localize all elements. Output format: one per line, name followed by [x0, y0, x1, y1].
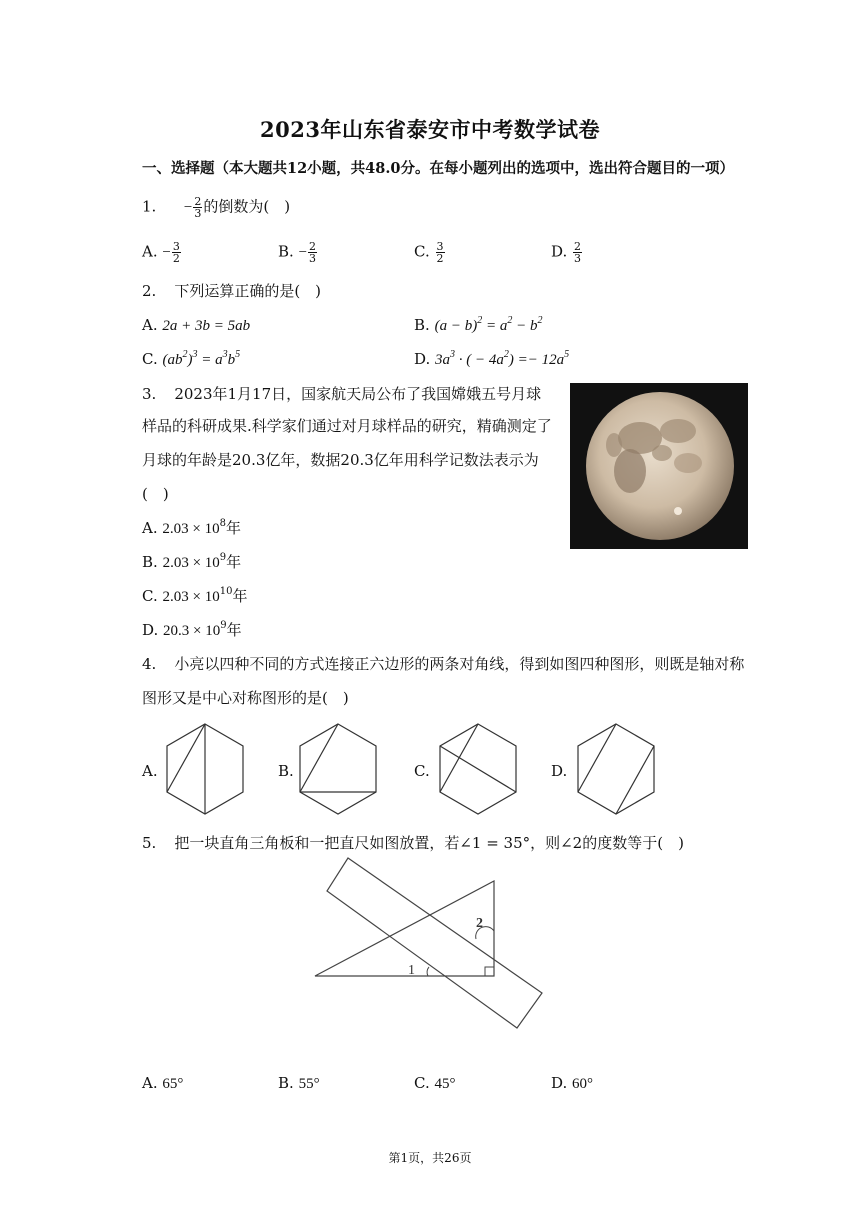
question-3-line-4: ( )	[142, 485, 169, 503]
hexagon-figure-c	[438, 723, 518, 815]
q1-option-b: B. − $\frac{2}{3}$	[278, 240, 317, 265]
q2-option-d: D. $3a^3$ · ( − $4a^2) =- 12a^5$	[414, 349, 570, 368]
question-5: 5. 把一块直角三角板和一把直尺如图放置，若∠1 = 35°，则∠2的度数等于( )	[142, 834, 684, 852]
angle-2-label: 2	[476, 916, 483, 931]
page-footer: 第1页，共26页	[388, 1151, 472, 1165]
q2-option-a: A. 2a + 3b = 5ab	[142, 316, 251, 334]
q3-option-d: D. $20.3 \times 10^9$年	[142, 620, 242, 639]
question-4-line-2: 图形又是中心对称图形的是( )	[142, 689, 349, 707]
question-number: 1.	[142, 197, 157, 216]
q1-option-a: A. − $\frac{3}{2}$	[142, 240, 180, 265]
question-stem: 下列运算正确的是( )	[174, 282, 322, 300]
angle-1-arc	[427, 967, 429, 976]
section-heading: 一、选择题（本大题共12小题，共48.0分。在每小题列出的选项中，选出符合题目的一项）	[142, 160, 734, 177]
angle-1-label: 1	[408, 963, 415, 978]
q4-option-c-label: C.	[414, 762, 430, 780]
question-3-line-3: 月球的年龄是20.3亿年，数据20.3亿年用科学记数法表示为	[142, 451, 539, 469]
fraction: $\frac{2}{3}$	[194, 195, 202, 220]
question-4: 4. 小亮以四种不同的方式连接正六边形的两条对角线，得到如图四种图形，则既是轴对称	[142, 655, 745, 673]
q5-option-b: B. 55°	[278, 1074, 320, 1092]
q1-option-c: C. $\frac{3}{2}$	[414, 240, 444, 265]
question-2: 2. 下列运算正确的是( )	[142, 282, 322, 300]
q5-option-a: A. 65°	[142, 1074, 184, 1092]
set-square-shape	[315, 881, 494, 976]
hexagon-figure-a	[165, 723, 245, 815]
q2-option-b: B. $(a - b)^2 = a^2 - b^2$	[414, 315, 543, 334]
page-title: 2023年山东省泰安市中考数学试卷	[260, 117, 600, 142]
question-stem: 的倒数为( )	[203, 197, 291, 216]
hexagon-figure-b	[298, 723, 378, 815]
q3-option-c: C. $2.03 \times 10^{10}$年	[142, 586, 248, 605]
question-3: 3. 2023年1月17日，国家航天局公布了我国嫦娥五号月球	[142, 385, 542, 403]
question-1	[142, 196, 290, 219]
q4-option-b-label: B.	[278, 762, 294, 780]
q2-option-c: C. $(ab^2)^3 = a^3b^5$	[142, 349, 241, 368]
q4-option-a-label: A.	[142, 762, 158, 780]
q4-option-d-label: D.	[551, 762, 568, 780]
q3-option-a: A. $2.03 \times 10^8$年	[142, 518, 241, 537]
q5-option-c: C. 45°	[414, 1074, 456, 1092]
minus-sign: −	[183, 199, 193, 216]
hexagon-figure-d	[576, 723, 656, 815]
moon-photo	[570, 383, 748, 549]
ruler-shape	[327, 858, 542, 1028]
q3-option-b: B. $2.03 \times 10^9$年	[142, 552, 242, 571]
q5-option-d: D. 60°	[551, 1074, 594, 1092]
question-3-line-2: 样品的科研成果.科学家们通过对月球样品的研究，精确测定了	[142, 417, 552, 435]
q1-option-d: D. $\frac{2}{3}$	[551, 240, 582, 265]
triangle-ruler-figure	[310, 853, 550, 1033]
